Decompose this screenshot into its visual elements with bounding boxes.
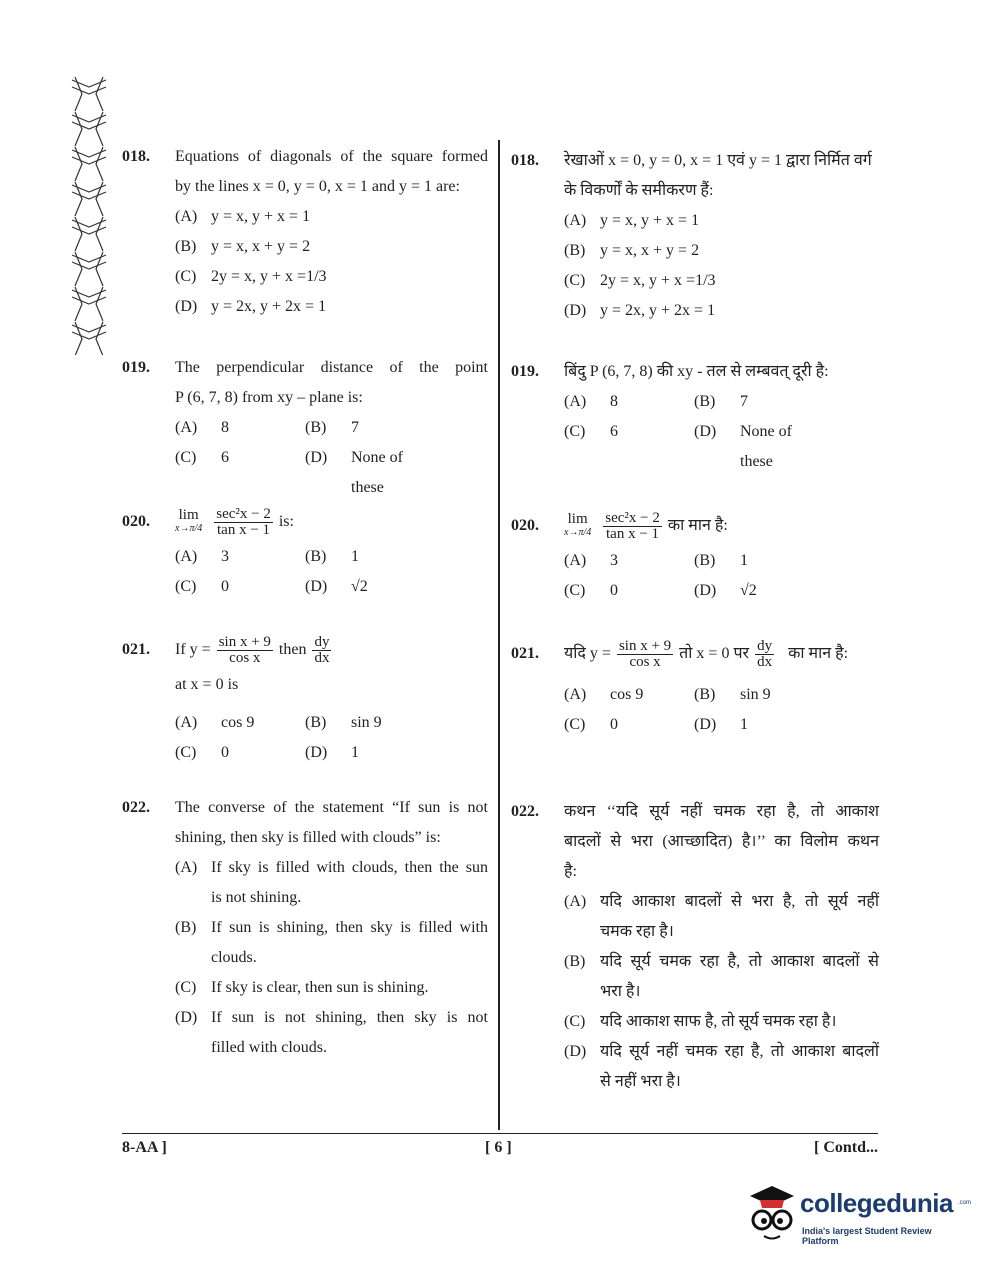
option-c: (C) 0 [175,744,229,761]
logo-dotcom: .com [958,1200,972,1206]
mascot-icon [740,1178,800,1248]
question-number: 018. [511,152,539,169]
question-text: Equations of diagonals of the square formed [175,148,488,165]
option-a: (A) 3 [564,552,618,569]
option-b: (B) 7 [694,393,748,410]
question-number: 020. [122,513,150,530]
option-c: (C) 2y = x, y + x =1/3 [564,272,716,289]
option-c: (C) 2y = x, y + x =1/3 [175,268,327,285]
question-number: 020. [511,517,539,534]
option-d: (D) y = 2x, y + 2x = 1 [175,298,327,315]
option-b: (B) यदि सूर्य चमक रहा है, तो आकाश बादलों से भरा है। [564,953,879,1000]
option-a: (A) y = x, y + x = 1 [564,212,700,229]
question-020-hi [511,506,879,606]
option-b: (B) 1 [305,548,359,565]
option-b: (B) y = x, x + y = 2 [175,238,311,255]
option-d: (D) √2 [694,582,757,599]
option-d: (D) 1 [305,744,359,761]
decorative-border-pattern [70,75,108,355]
question-number: 018. [122,148,150,165]
continued-label: [ Contd... [813,1139,878,1156]
option-b: (B) 1 [694,552,748,569]
option-d: (D) यदि सूर्य नहीं चमक रहा है, तो आकाश बादलों से नहीं भरा है। [564,1043,879,1090]
page-footer [122,1133,878,1164]
collegedunia-logo [740,1178,970,1248]
page-number: [ 6 ] [485,1139,512,1156]
option-a: (A) 8 [175,419,229,436]
question-text: shining, then sky is filled with clouds” is: [175,829,441,846]
option-d: (D) None of these [305,449,403,496]
question-number: 022. [122,799,150,816]
question-text: P (6, 7, 8) from xy – plane is: [175,389,363,406]
option-a: (A) cos 9 [564,686,644,703]
question-number: 021. [122,641,150,658]
question-text: बादलों से भरा (आच्छादित) है।’’ का विलोम कथन [564,833,879,850]
option-b: (B) sin 9 [305,714,382,731]
option-d: (D) If sun is not shining, then sky is not filled with clouds. [175,1009,488,1056]
question-text: बिंदु P (6, 7, 8) की xy - तल से लम्बवत् दूरी है: [564,363,829,380]
derivative-expression: If y = $\frac{\text{sin x + 9}}{\text{cos x}}$ then $\frac{dy}{dx}$ [175,633,330,666]
question-text: The perpendicular distance of the point [175,359,488,376]
option-d: (D) 1 [694,716,748,733]
question-021-en [122,630,488,768]
question-text: at x = 0 is [175,676,239,693]
option-c: (C) यदि आकाश साफ है, तो सूर्य चमक रहा है। [564,1013,837,1030]
option-c: (C) 6 [175,449,229,466]
limit-expression: lim x→π/4 $\frac{\text{sec²x − 2}}{\text{tan x − 1}}$ is: [175,505,294,538]
question-019-hi [511,357,879,477]
option-b: (B) sin 9 [694,686,771,703]
option-c: (C) 0 [175,578,229,595]
booklet-code: 8-AA ] [122,1139,167,1156]
option-a: (A) यदि आकाश बादलों से भरा है, तो सूर्य नहीं चमक रहा है। [564,893,879,940]
question-text: by the lines x = 0, y = 0, x = 1 and y = 1 are: [175,178,460,195]
question-text: है: [564,863,577,880]
option-b: (B) If sun is shining, then sky is filled with clouds. [175,919,488,966]
option-a: (A) y = x, y + x = 1 [175,208,311,225]
question-text: के विकर्णों के समीकरण हैं: [564,182,714,199]
option-a: (A) cos 9 [175,714,255,731]
question-021-hi [511,634,879,740]
question-text: रेखाओं x = 0, y = 0, x = 1 एवं y = 1 द्वारा निर्मित वर्ग [564,152,872,169]
option-a: (A) 8 [564,393,618,410]
logo-tagline: India's largest Student Review Platform [802,1226,932,1246]
question-022-en [122,793,488,1063]
question-019-en [122,353,488,503]
option-d: (D) None of these [694,423,792,470]
option-c: (C) 0 [564,716,618,733]
question-022-hi [511,797,879,1097]
option-b: (B) 7 [305,419,359,436]
question-number: 021. [511,645,539,662]
option-a: (A) 3 [175,548,229,565]
question-number: 019. [122,359,150,376]
option-a: (A) If sky is filled with clouds, then the sun is not shining. [175,859,488,906]
option-b: (B) y = x, x + y = 2 [564,242,700,259]
column-divider [498,140,500,1130]
question-018-en [122,142,488,322]
option-c: (C) 0 [564,582,618,599]
question-text: कथन ‘‘यदि सूर्य नहीं चमक रहा है, तो आकाश [564,803,879,820]
limit-expression: lim x→π/4 $\frac{\text{sec²x − 2}}{\text{tan x − 1}}$ का मान है: [564,509,728,542]
question-020-en [122,502,488,602]
logo-text: collegedunia [800,1188,953,1218]
question-text: The converse of the statement “If sun is not [175,799,488,816]
option-c: (C) 6 [564,423,618,440]
question-number: 022. [511,803,539,820]
option-c: (C) If sky is clear, then sun is shining. [175,979,429,996]
question-number: 019. [511,363,539,380]
option-d: (D) y = 2x, y + 2x = 1 [564,302,716,319]
derivative-expression: यदि y = $\frac{\text{sin x + 9}}{\text{cos x}}$ तो x = 0 पर $\frac{dy}{dx}$ का मान है: [564,637,849,670]
question-018-hi [511,146,879,326]
option-d: (D) √2 [305,578,368,595]
